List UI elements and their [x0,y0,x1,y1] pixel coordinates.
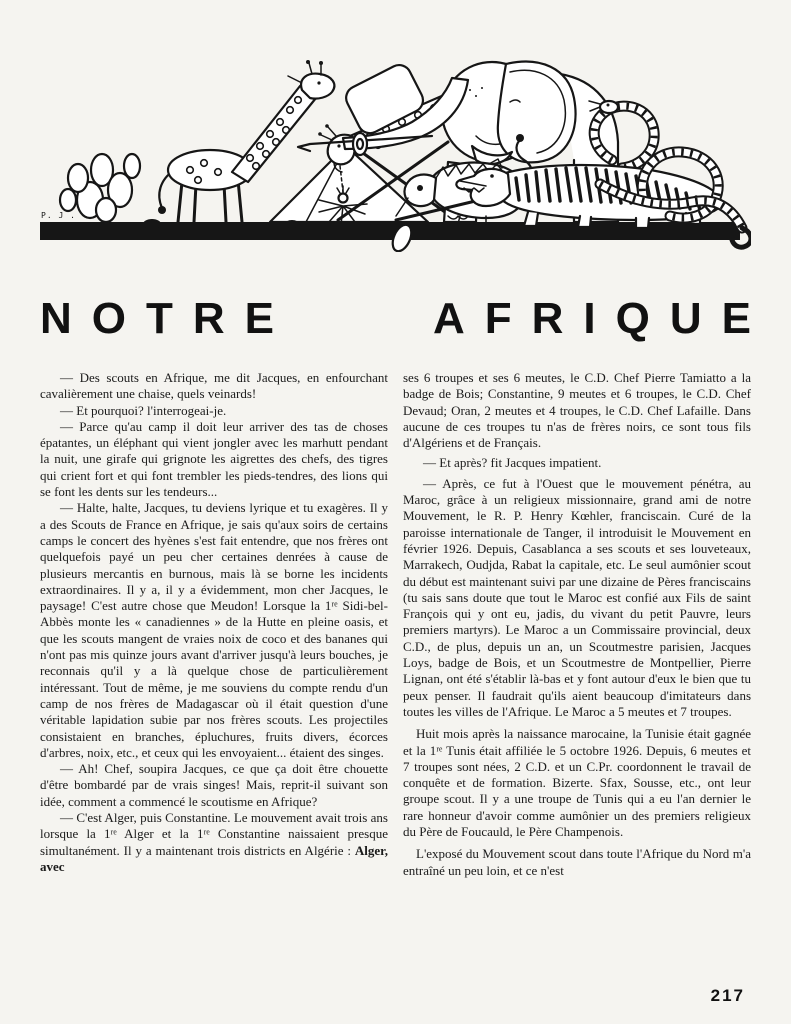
paragraph-text: — Halte, halte, Jacques, tu deviens lyrique et tu exagères. Il y a des Scouts de France en Afrique, je sais qu'aux soirs de certains camps le concert des hyènes s'est fait entendre, que nos frères ont quelquefois payé un peu cher certaines denrées à cause de plusieurs mercantis en burnous, mais là se borne les incidents extraordinaires. Il y a, il y a évidemment, mon cher Jacques, le paysage! C'est autre chose que Meudon! Lorsque la 1ʳᵉ Sidi-bel-Abbès monte les « canadiennes » de la Hutte en pleine oasis, et que les scouts mangent de vraies noix de coco et des bananes qui n'ont pas mis quinze jours avant d'arriver jusqu'à leurs bouches, je reconnais qu'il y a là quelque chose de particulièrement intéressant. Tout de même, je me souviens du compte rendu d'un camp de nos frères de Madagascar où il était question d'une véritable lapidation subie par nos frères scouts. Les projectiles consistaient en branches, épluchures, fruits divers, écorces d'arbres, noix, etc., et ceux qui les envoyaient... étaient des singes. [40,500,388,760]
paragraph [403,846,751,879]
paragraph-text: ses 6 troupes et ses 6 meutes, le C.D. Chef Pierre Tamiatto a la badge de Bois; Constantine, 9 meutes et 6 troupes, le C.D. Chef Devaud; Oran, 2 meutes et 4 troupes, le C.D. Chef Lafaille. Dans aucune de ces troupes tu n'as de frères noirs, ce sont tous fils d'Algériens et de Français. [403,370,751,451]
paragraph [403,455,751,471]
paragraph [40,500,388,761]
page-title [40,294,771,343]
paragraph [40,761,388,810]
title-word-notre: NOTRE [40,294,294,343]
paragraph-text: — C'est Alger, puis Constantine. Le mouvement avait trois ans lorsque la 1ʳᵉ Alger et la 1ʳᵉ Constantine naissaient presque simultanément. Il y a maintenant trois districts en Algérie : [40,810,388,858]
paragraph-text: — Parce qu'au camp il doit leur arriver des tas de choses épatantes, un éléphant qui vient jongler avec les marhutt pendant la nuit, une girafe qui grignote les aigrettes des chefs, des tigres qui crient fort et qui font trembler les pieds-tendres, des lions qui se font les dents sur les tendeurs... [40,418,388,500]
article-column-right [403,370,751,1015]
artist-signature: P. J . [41,211,76,220]
paragraph-text: L'exposé du Mouvement scout dans toute l'Afrique du Nord m'a entraîné un peu loin, et ce n'est [403,846,751,878]
paragraph-text: — Et après? fit Jacques impatient. [423,455,602,471]
paragraph [403,370,751,451]
animal-foot [285,220,299,228]
paragraph [40,370,388,403]
paragraph-text: — Et pourquoi? l'interrogeai-je. [60,402,227,418]
paragraph-text: Huit mois après la naissance marocaine, la Tunisie était gagnée et la 1ʳᵉ Tunis était affiliée le 5 octobre 1926. Depuis, 6 meutes et 7 troupes sont nées, 2 C.D. et un C.Pr. coordonnent le travail de conquête et de formation. Bizerte. Sfax, Sousse, etc., ont leur groupe scout. Il y a une troupe de Tunis qui a eu l'an dernier le rare honneur d'avoir comme aumônier un des premiers religieux du Père de Foucauld, le Père Champenois. [403,726,751,840]
animal-foot [143,219,161,229]
paragraph-bold-text: Alger, avec [40,842,388,874]
title-word-afrique: AFRIQUE [433,294,771,343]
paragraph-text: — Après, ce fut à l'Ouest que le mouvement pénétra, au Maroc, grâce à un religieux missionnaire, grand ami de notre Mouvement, le R. P. Henry Kœhler, franciscain. Curé de la paroisse internationale de Tanger, il introduisit le Mouvement en février 1926. Depuis, Casablanca a ses scouts et ses louveteaux, Marrakech, Oudjda, Rabat la capitale, etc. Le seul aumônier scout du début est maintenant suivi par une dizaine de Pères franciscains (tu sais sans doute que tout le Maroc est confié aux Fils de saint François qui y ont eu, jadis, du vivant du petit Pauvre, leurs premiers martyrs). Le Maroc a un Commissaire provincial, deux C.D., de plus, depuis un an, un Scoutmestre parisien, Jacques Loys, badge de Bois, et un Scoutmestre de Montpellier, Pierre Lignan, ont été s'établir là-bas et y font autour d'eux le bien que tu peux penser. Il faudrait qu'ils aient beaucoup d'imitateurs dans toutes les villes de l'Afrique. Le Maroc a 5 meutes et 7 troupes. [403,475,751,719]
paragraph [40,403,388,419]
page-number: 217 [710,986,745,1005]
article-column-left [40,370,388,1015]
paragraph-text: — Des scouts en Afrique, me dit Jacques, en enfourchant cavalièrement une chaise, quels veinards! [40,370,388,402]
paragraph [40,419,388,500]
animal-frieze-illustration [40,50,751,252]
paragraph [40,810,388,875]
paragraph [403,726,751,840]
paragraph [403,476,751,720]
paragraph-text: — Ah! Chef, soupira Jacques, ce que ça doit être chouette d'être bombardé par de vrais singes! Mais, reprit-il suivant son idée, comment a commencé le scoutisme en Afrique? [40,761,388,809]
